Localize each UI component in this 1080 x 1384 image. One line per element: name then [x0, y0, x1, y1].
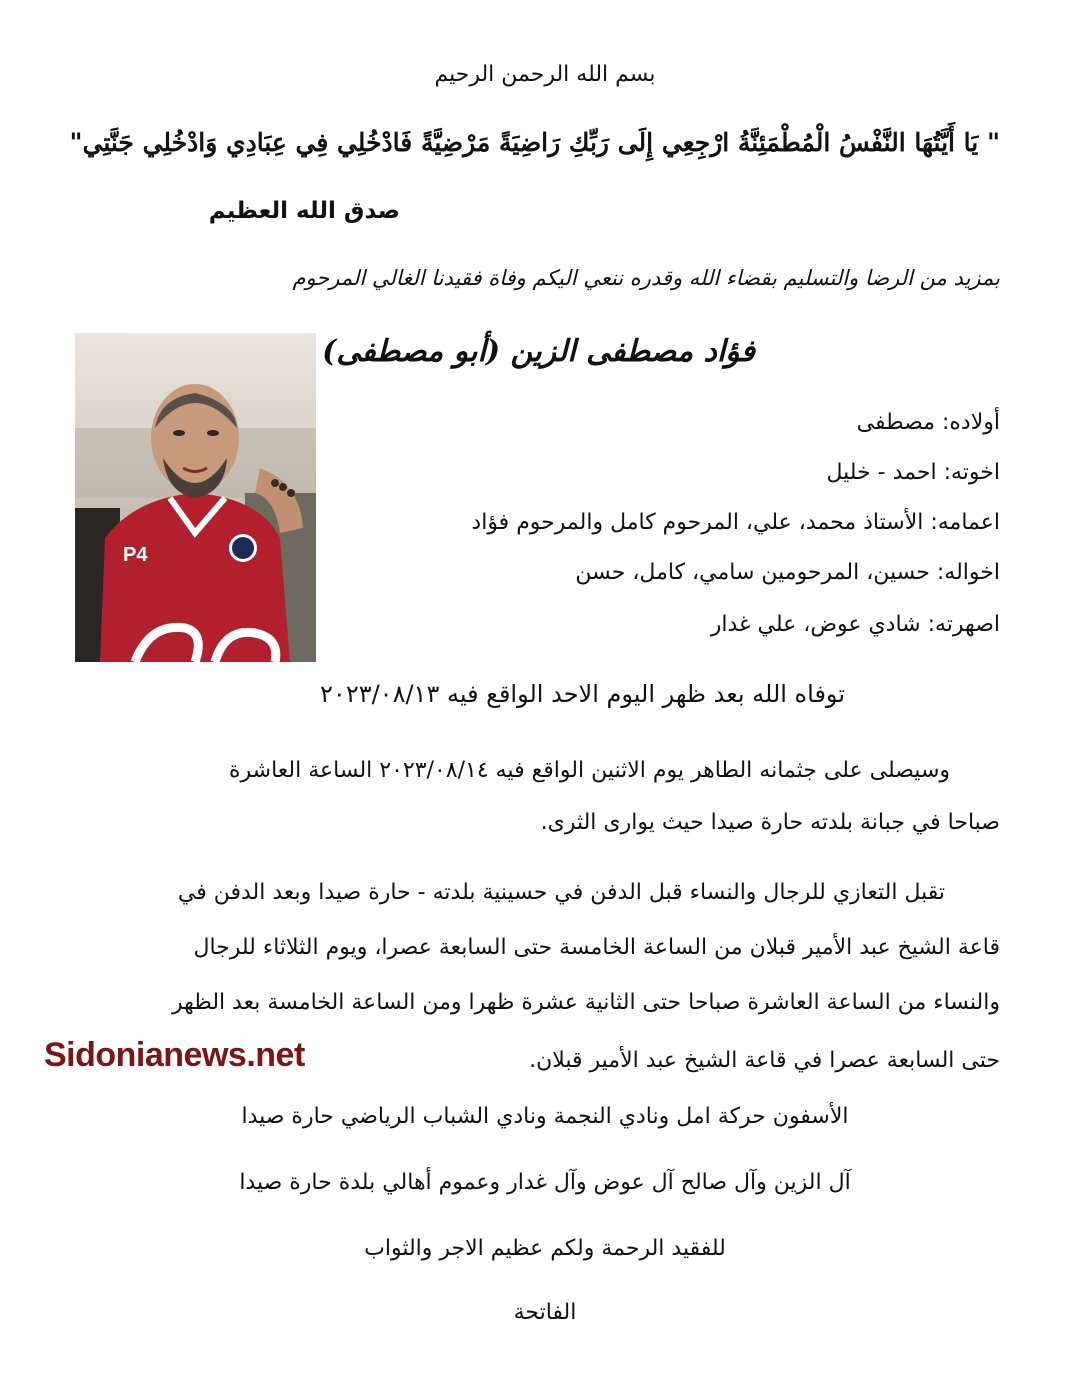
- condolence-line: حتى السابعة عصرا في قاعة الشيخ عبد الأمير قبلان.: [529, 1048, 1000, 1073]
- site-watermark: Sidonianews.net: [44, 1036, 305, 1074]
- mourners-line: الأسفون حركة امل ونادي النجمة ونادي الشباب الرياضي حارة صيدا: [241, 1104, 849, 1129]
- funeral-line: صباحا في جبانة بلدته حارة صيدا حيث يوارى الثرى.: [540, 810, 1000, 835]
- relatives-line-brothers: اخوته: احمد - خليل: [826, 460, 1000, 485]
- quran-verse: " يَا أَيَّتُهَا النَّفْسُ الْمُطْمَئِنَّةُ ارْجِعِي إِلَى رَبِّكِ رَاضِيَةً مَرْضِيَّةً فَادْخُلِي فِي عِبَادِي وَادْخُلِي جَنَّتِي": [69, 128, 1000, 157]
- deceased-name: فؤاد مصطفى الزين (أبو مصطفى): [322, 334, 755, 369]
- mourners-line: آل الزين وآل صالح آل عوض وآل غدار وعموم أهالي بلدة حارة صيدا: [239, 1170, 851, 1195]
- basmala: بسم الله الرحمن الرحيم: [434, 62, 656, 87]
- jersey-number: P4: [123, 544, 148, 566]
- deceased-photo: [75, 333, 316, 662]
- condolence-line: تقبل التعازي للرجال والنساء قبل الدفن في حسينية بلدته - حارة صيدا وبعد الدفن في: [177, 880, 945, 905]
- sadaqa-line: صدق الله العظيم: [208, 198, 400, 224]
- relatives-line-children: أولاده: مصطفى: [856, 410, 1000, 435]
- relatives-line-maternal-uncles: اخواله: حسين، المرحومين سامي، كامل، حسن: [575, 560, 1000, 585]
- relatives-line-in-laws: اصهرته: شادي عوض، علي غدار: [710, 612, 1000, 637]
- relatives-line-paternal-uncles: اعمامه: الأستاذ محمد، علي، المرحوم كامل والمرحوم فؤاد: [471, 510, 1000, 535]
- condolence-line: والنساء من الساعة العاشرة صباحا حتى الثانية عشرة ظهرا ومن الساعة الخامسة بعد الظهر: [172, 990, 1000, 1015]
- death-notice: توفاه الله بعد ظهر اليوم الاحد الواقع فيه ٢٠٢٣/٠٨/١٣: [320, 680, 845, 708]
- closing-prayer: للفقيد الرحمة ولكم عظيم الاجر والثواب: [364, 1236, 726, 1261]
- fatiha: الفاتحة: [513, 1300, 577, 1325]
- obituary-intro: بمزيد من الرضا والتسليم بقضاء الله وقدره ننعي اليكم وفاة فقيدنا الغالي المرحوم: [292, 266, 1000, 290]
- condolence-line: قاعة الشيخ عبد الأمير قبلان من الساعة الخامسة حتى السابعة عصرا، ويوم الثلاثاء للرجال: [193, 935, 1000, 960]
- portrait-image: [75, 333, 316, 662]
- funeral-line: وسيصلى على جثمانه الطاهر يوم الاثنين الواقع فيه ٢٠٢٣/٠٨/١٤ الساعة العاشرة: [228, 758, 950, 783]
